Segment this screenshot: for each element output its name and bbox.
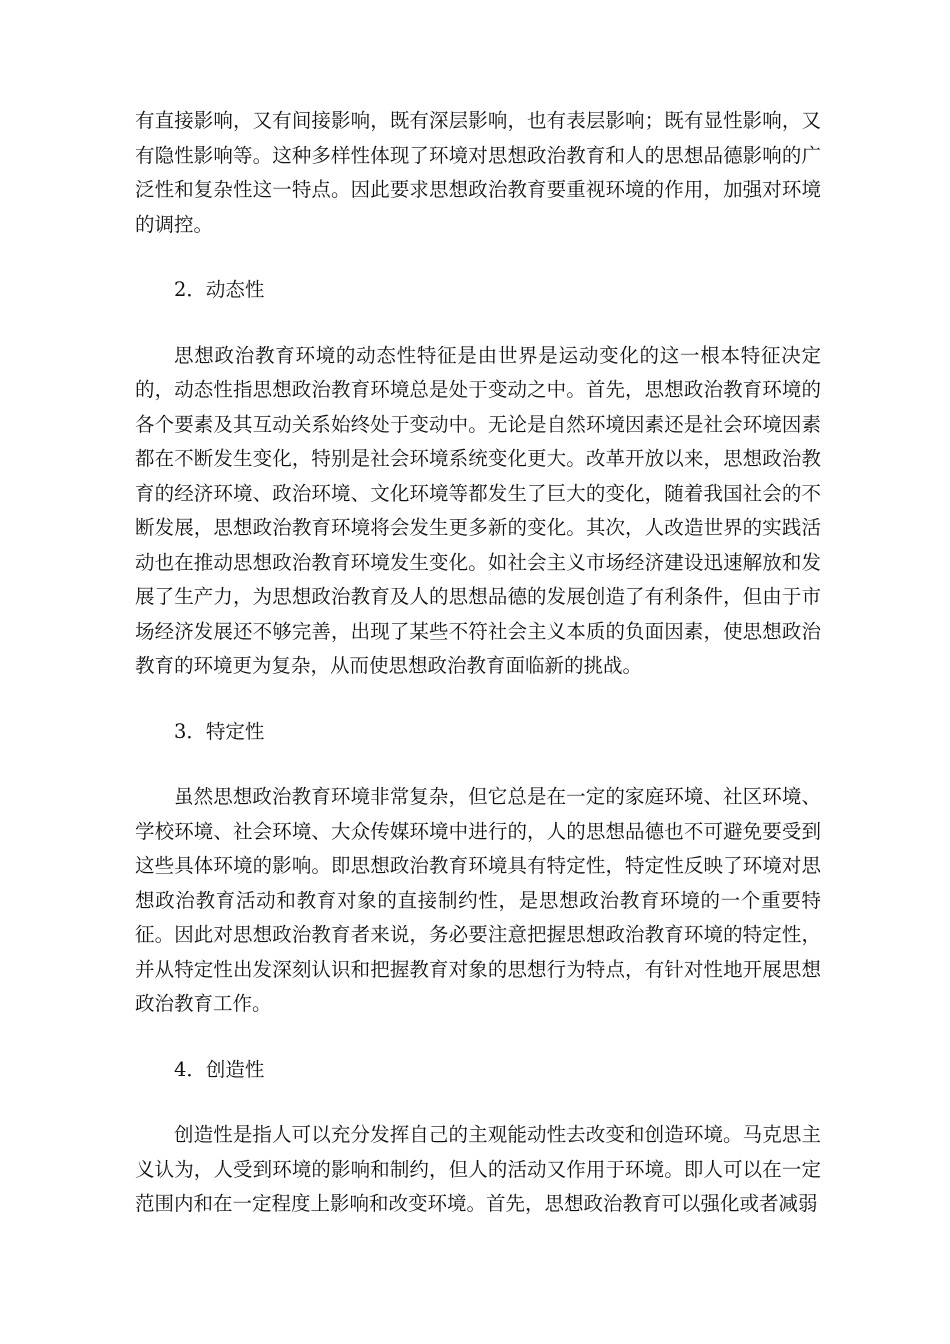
spacer bbox=[135, 684, 821, 715]
document-page bbox=[135, 104, 821, 1222]
spacer bbox=[135, 1022, 821, 1053]
spacer bbox=[135, 242, 821, 273]
spacer bbox=[135, 308, 821, 339]
spacer bbox=[135, 749, 821, 780]
section-heading-creative: 4．创造性 bbox=[174, 1057, 265, 1081]
section-heading-specific: 3．特定性 bbox=[174, 719, 265, 743]
paragraph-dynamic: 思想政治教育环境的动态性特征是由世界是运动变化的这一根本特征决定的，动态性指思想政治教育环境总是处于变动之中。首先，思想政治教育环境的各个要素及其互动关系始终处于变动中。无论是自然环境因素还是社会环境因素都在不断发生变化，特别是社会环境系统变化更大。改革开放以来，思想政治教育的经济环境、政治环境、文化环境等都发生了巨大的变化，随着我国社会的不断发展，思想政治教育环境将会发生更多新的变化。其次，人改造世界的实践活动也在推动思想政治教育环境发生变化。如社会主义市场经济建设迅速解放和发展了生产力，为思想政治教育及人的思想品德的发展创造了有利条件，但由于市场经济发展还不够完善，出现了某些不符社会主义本质的负面因素，使思想政治教育的环境更为复杂，从而使思想政治教育面临新的挑战。 bbox=[135, 343, 821, 677]
spacer bbox=[135, 1087, 821, 1118]
section-heading-dynamic: 2．动态性 bbox=[174, 278, 265, 301]
paragraph-specific: 虽然思想政治教育环境非常复杂，但它总是在一定的家庭环境、社区环境、学校环境、社会环境、大众传媒环境中进行的，人的思想品德也不可避免要受到这些具体环境的影响。即思想政治教育环境具有特定性，特定性反映了环境对思想政治教育活动和教育对象的直接制约性，是思想政治教育环境的一个重要特征。因此对思想政治教育者来说，务必要注意把握思想政治教育环境的特定性，并从特定性出发深刻认识和把握教育对象的思想行为特点，有针对性地开展思想政治教育工作。 bbox=[135, 785, 821, 1015]
paragraph-continued: 有直接影响，又有间接影响，既有深层影响，也有表层影响；既有显性影响，又有隐性影响等。这种多样性体现了环境对思想政治教育和人的思想品德影响的广泛性和复杂性这一特点。因此要求思想政治教育要重视环境的作用，加强对环境的调控。 bbox=[135, 109, 821, 236]
paragraph-creative: 创造性是指人可以充分发挥自己的主观能动性去改变和创造环境。马克思主义认为，人受到环境的影响和制约，但人的活动又作用于环境。即人可以在一定范围内和在一定程度上影响和改变环境。首先，思想政治教育可以强化或者减弱 bbox=[135, 1123, 821, 1215]
